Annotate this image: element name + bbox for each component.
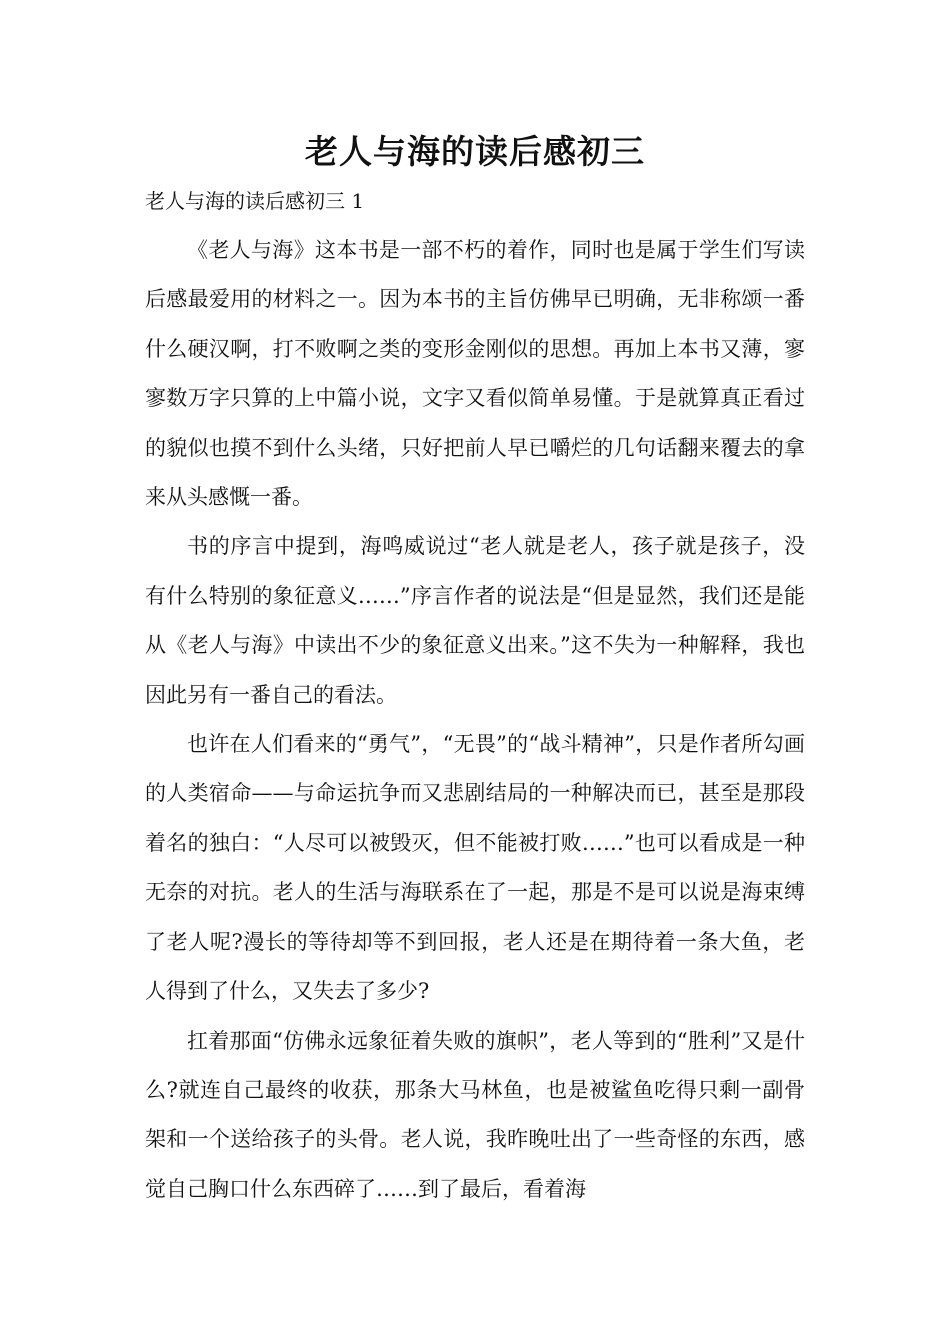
document-subtitle: 老人与海的读后感初三 1 [145, 189, 365, 213]
paragraph: 《老人与海》这本书是一部不朽的着作，同时也是属于学生们写读后感最爱用的材料之一。因为本书的主旨仿佛早已明确，无非称颂一番什么硬汉啊，打不败啊之类的变形金刚似的思想。再加上本书又薄，寥寥数万字只算的上中篇小说，文字又看似简单易懂。于是就算真正看过的貌似也摸不到什么头绪，只好把前人早已嚼烂的几句话翻来覆去的拿来从头感慨一番。 [145, 238, 805, 510]
paragraph: 扛着那面“仿佛永远象征着失败的旗帜”，老人等到的“胜利”又是什么?就连自己最终的收获，那条大马林鱼，也是被鲨鱼吃得只剩一副骨架和一个送给孩子的头骨。老人说，我昨晚吐出了一些奇怪的东西，感觉自己胸口什么东西碎了……到了最后，看着海 [145, 1028, 805, 1201]
document-title: 老人与海的读后感初三 [305, 132, 645, 171]
document-body [145, 226, 805, 1214]
paragraph: 书的序言中提到，海鸣威说过“老人就是老人，孩子就是孩子，没有什么特别的象征意义……”序言作者的说法是“但是显然，我们还是能从《老人与海》中读出不少的象征意义出来。”这不失为一种解释，我也因此另有一番自己的看法。 [145, 534, 805, 707]
paragraph: 也许在人们看来的“勇气”，“无畏”的“战斗精神”，只是作者所勾画的人类宿命——与命运抗争而又悲剧结局的一种解决而已，甚至是那段着名的独白：“人尽可以被毁灭，但不能被打败……”也可以看成是一种无奈的对抗。老人的生活与海联系在了一起，那是不是可以说是海束缚了老人呢?漫长的等待却等不到回报，老人还是在期待着一条大鱼，老人得到了什么，又失去了多少? [145, 732, 805, 1004]
